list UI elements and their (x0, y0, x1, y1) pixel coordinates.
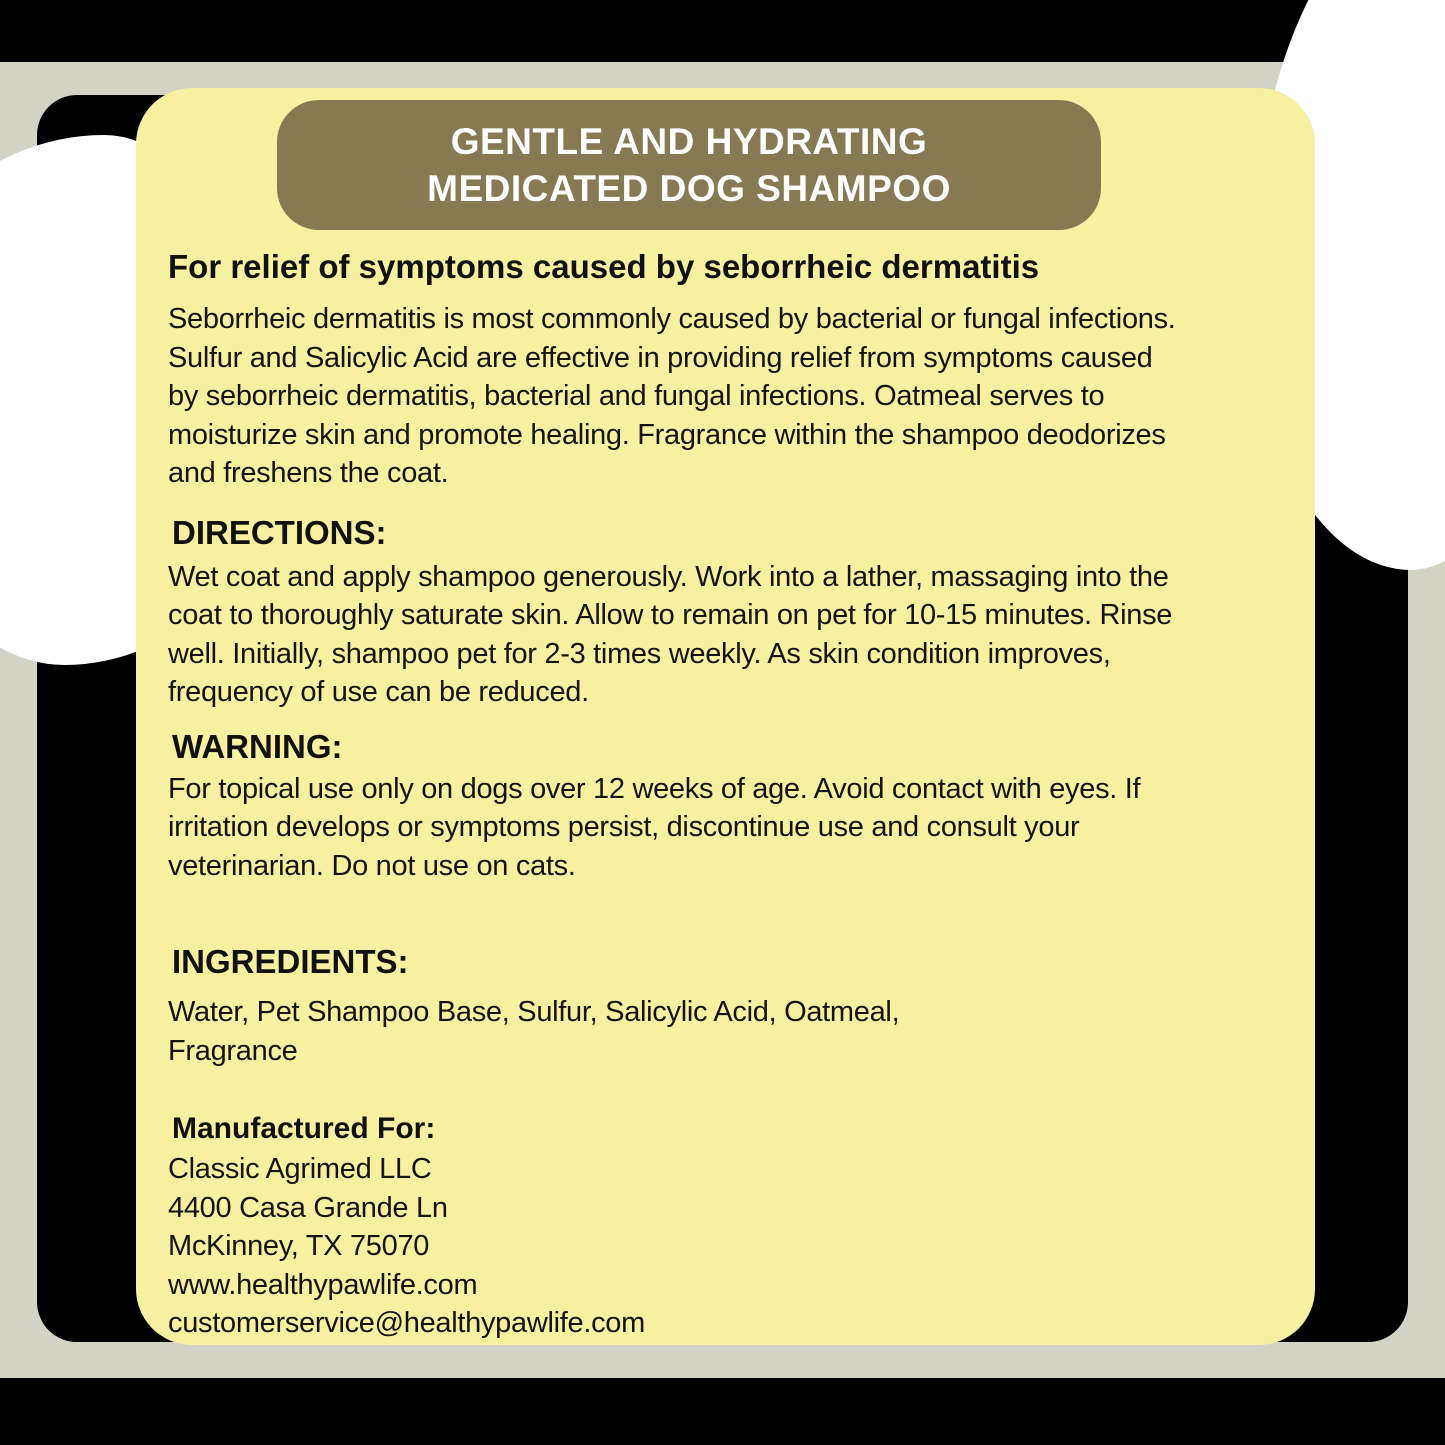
relief-heading: For relief of symptoms caused by seborrheic dermatitis (168, 248, 1040, 285)
manufactured-for-heading: Manufactured For: (172, 1112, 436, 1145)
ingredients-heading: INGREDIENTS: (172, 943, 409, 980)
ingredients-paragraph: Water, Pet Shampoo Base, Sulfur, Salicylic Acid, Oatmeal, Fragrance (168, 996, 900, 1067)
directions-paragraph: Wet coat and apply shampoo generously. Work into a lather, massaging into the coat to thoroughly saturate skin. Allow to remain on pet for 10-15 minutes. Rinse well. Initially, shampoo pet for 2-3 times weekly. As skin condition improves, frequency of use can be reduced. (168, 560, 1173, 708)
title-line-1: GENTLE AND HYDRATING (450, 121, 928, 162)
label-card (136, 88, 1315, 1345)
bottom-black-band (0, 1378, 1445, 1445)
top-black-band (0, 0, 1445, 62)
title-line-2: MEDICATED DOG SHAMPOO (427, 168, 951, 209)
intro-paragraph: Seborrheic dermatitis is most commonly caused by bacterial or fungal infections. Sulfur and Salicylic Acid are effective in providing relief from symptoms caused by seborrheic dermatitis, bacterial and fungal infections. Oatmeal serves to moisturize skin and promote healing. Fragrance within the shampoo deodorizes and freshens the coat. (168, 303, 1176, 489)
manufacturer-details: Classic Agrimed LLC 4400 Casa Grande Ln McKinney, TX 75070 www.healthypawlife.com customerservice@healthypawlife.com (168, 1153, 645, 1339)
directions-heading: DIRECTIONS: (172, 513, 387, 551)
title-badge (277, 100, 1101, 230)
warning-paragraph: For topical use only on dogs over 12 weeks of age. Avoid contact with eyes. If irritation develops or symptoms persist, discontinue use and consult your veterinarian. Do not use on cats. (168, 772, 1141, 882)
warning-heading: WARNING: (172, 727, 343, 765)
